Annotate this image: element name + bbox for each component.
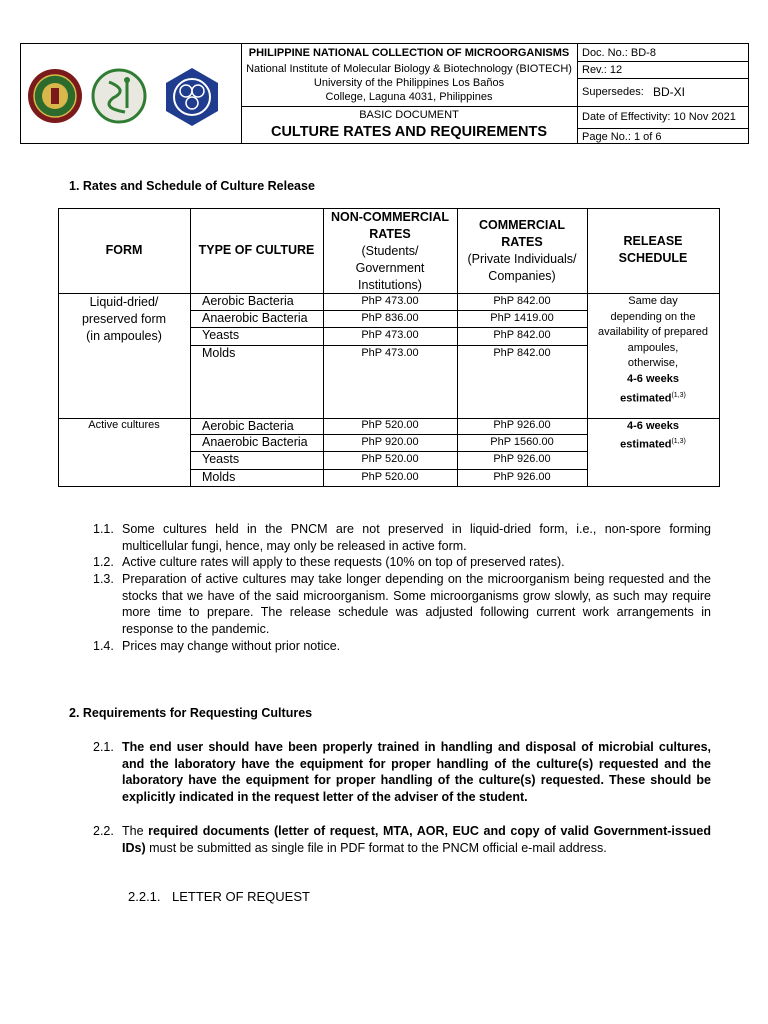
rates-table: [58, 208, 720, 487]
schedule-line: ampoules,: [627, 341, 679, 354]
noncommercial-rate: PhP 520.00: [361, 471, 419, 483]
culture-type: Aerobic Bacteria: [202, 419, 294, 433]
culture-type: Molds: [202, 470, 236, 484]
header-line: RATES: [501, 235, 543, 249]
note-number: 1.2.: [93, 555, 114, 569]
noncommercial-rate: PhP 520.00: [361, 419, 419, 431]
document-title: CULTURE RATES AND REQUIREMENTS: [270, 124, 548, 140]
commercial-rate: PhP 842.00: [493, 295, 551, 307]
schedule-line: depending on the: [610, 310, 696, 323]
requirement-text: [122, 823, 711, 856]
schedule-line: 4-6 weeks: [627, 420, 679, 432]
schedule-line: 4-6 weeks: [627, 372, 679, 385]
up-seal-logo: [27, 68, 83, 124]
header-commercial: [457, 217, 587, 285]
footnote-ref: (1,3): [671, 438, 686, 445]
section-heading: 1. Rates and Schedule of Culture Release: [69, 179, 315, 193]
noncommercial-rate: PhP 920.00: [361, 436, 419, 448]
note-number: 1.1.: [93, 522, 114, 536]
commercial-rate: PhP 842.00: [493, 347, 551, 359]
header-divider: [577, 61, 749, 62]
text-run: The: [122, 824, 149, 838]
note-text: Active culture rates will apply to these requests (10% on top of preserved rates).: [122, 555, 565, 569]
form-active: Active cultures: [88, 419, 160, 431]
requirement-text: The end user should have been properly trained in handling and disposal of microbial cultures, and the laboratory have the equipment for proper handling of the culture(s) requested and the laboratory have the equipment for proper handling of the culture(s) requested. These should be explicitly indicated in the request letter of the adviser of the student.: [122, 740, 711, 804]
header-release-schedule: [587, 233, 719, 267]
schedule-line: otherwise,: [627, 357, 679, 370]
commercial-rate: PhP 926.00: [493, 419, 551, 431]
header-line: SCHEDULE: [618, 251, 688, 265]
section-heading: 2. Requirements for Requesting Cultures: [69, 706, 313, 720]
commercial-rate: PhP 926.00: [493, 471, 551, 483]
pncm-logo: [161, 66, 223, 128]
note-text: Some cultures held in the PNCM are not preserved in liquid-dried form, i.e., non-spore forming multicellular fungi, hence, may only be released in active form.: [122, 522, 711, 553]
note-number: 1.4.: [93, 639, 114, 653]
note-item: [93, 638, 713, 655]
form-line: preserved form: [81, 312, 167, 326]
header-line: NON-COMMERCIAL: [330, 210, 450, 224]
address: College, Laguna 4031, Philippines: [325, 91, 493, 103]
form-line: Liquid-dried/: [89, 295, 159, 309]
header-divider: [577, 128, 749, 129]
header-form: FORM: [105, 243, 143, 257]
commercial-rate: PhP 1419.00: [490, 312, 554, 324]
header-line: (Students/: [361, 244, 419, 258]
organization-name: PHILIPPINE NATIONAL COLLECTION OF MICROORGANISMS: [248, 47, 570, 59]
subsection-number: 2.2.1.: [128, 889, 161, 904]
header-line: Government: [355, 261, 425, 275]
page-number: Page No.: 1 of 6: [582, 131, 662, 143]
note-text: Preparation of active cultures may take longer depending on the microorganism being requested and the stocks that we have of the said microorganism. Some microorganisms grow slowly, as such may require more time to prepare. The release schedule was adjusted following current work arrangements in response to the pandemic.: [122, 572, 711, 636]
header-line: Companies): [488, 269, 556, 283]
note-item: [93, 571, 713, 639]
schedule-line: estimated: [620, 392, 672, 405]
table-rule: [719, 208, 720, 487]
header-line: (Private Individuals/: [467, 252, 577, 266]
header-line: RATES: [369, 227, 411, 241]
header-divider: [577, 78, 749, 79]
release-schedule-active: [587, 418, 719, 453]
culture-type: Yeasts: [202, 328, 240, 342]
document-number: Doc. No.: BD-8: [582, 47, 656, 59]
header-divider: [241, 106, 577, 107]
requirement-item: [93, 823, 713, 857]
biotech-logo: [91, 68, 147, 124]
subsection-title: LETTER OF REQUEST: [172, 889, 310, 904]
form-preserved: [58, 294, 190, 345]
footnote-ref: (1,3): [671, 391, 686, 399]
noncommercial-rate: PhP 520.00: [361, 453, 419, 465]
requirement-number: 2.1.: [93, 740, 114, 754]
university-name: University of the Philippines Los Baños: [313, 77, 505, 89]
effectivity-date: Date of Effectivity: 10 Nov 2021: [582, 111, 736, 123]
document-type: BASIC DOCUMENT: [359, 109, 459, 121]
commercial-rate: PhP 926.00: [493, 453, 551, 465]
culture-type: Molds: [202, 346, 236, 360]
table-rule: [190, 327, 587, 328]
revision: Rev.: 12: [582, 64, 623, 76]
noncommercial-rate: PhP 836.00: [361, 312, 419, 324]
noncommercial-rate: PhP 473.00: [361, 295, 419, 307]
table-rule: [190, 451, 587, 452]
header-line: COMMERCIAL: [478, 218, 566, 232]
note-item: [93, 521, 713, 556]
form-line: (in ampoules): [86, 329, 162, 343]
schedule-line: estimated: [620, 438, 672, 451]
noncommercial-rate: PhP 473.00: [361, 347, 419, 359]
commercial-rate: PhP 1560.00: [490, 436, 554, 448]
culture-type: Yeasts: [202, 452, 240, 466]
header-line: RELEASE: [623, 234, 683, 248]
requirement-item: [93, 739, 713, 807]
table-rule: [190, 345, 587, 346]
supersedes-label: Supersedes:: [582, 86, 644, 98]
culture-type: Anaerobic Bacteria: [202, 311, 308, 325]
text-run: must be submitted as single file in PDF format to the PNCM official e-mail address.: [145, 840, 607, 855]
header-divider: [577, 106, 749, 107]
table-rule: [190, 469, 587, 470]
institute-name: National Institute of Molecular Biology & Biotechnology (BIOTECH): [246, 63, 572, 75]
release-schedule-preserved: [587, 294, 719, 407]
culture-type: Anaerobic Bacteria: [202, 435, 308, 449]
schedule-line: Same day: [628, 295, 678, 307]
document-header: [20, 43, 749, 144]
requirement-number: 2.2.: [93, 824, 114, 838]
note-text: Prices may change without prior notice.: [122, 639, 341, 653]
table-rule: [58, 486, 720, 487]
text-run-bold: required documents (letter of request, MTA, AOR, EUC and copy of valid Government-issued IDs): [122, 824, 711, 855]
commercial-rate: PhP 842.00: [493, 329, 551, 341]
header-type-of-culture: TYPE OF CULTURE: [198, 243, 315, 257]
header-line: Institutions): [358, 278, 422, 292]
schedule-line: availability of prepared: [597, 326, 709, 339]
header-non-commercial: [323, 209, 457, 294]
noncommercial-rate: PhP 473.00: [361, 329, 419, 341]
note-number: 1.3.: [93, 572, 114, 586]
note-item: [93, 554, 713, 571]
supersedes-value: BD-XI: [653, 85, 686, 99]
culture-type: Aerobic Bacteria: [202, 294, 294, 308]
